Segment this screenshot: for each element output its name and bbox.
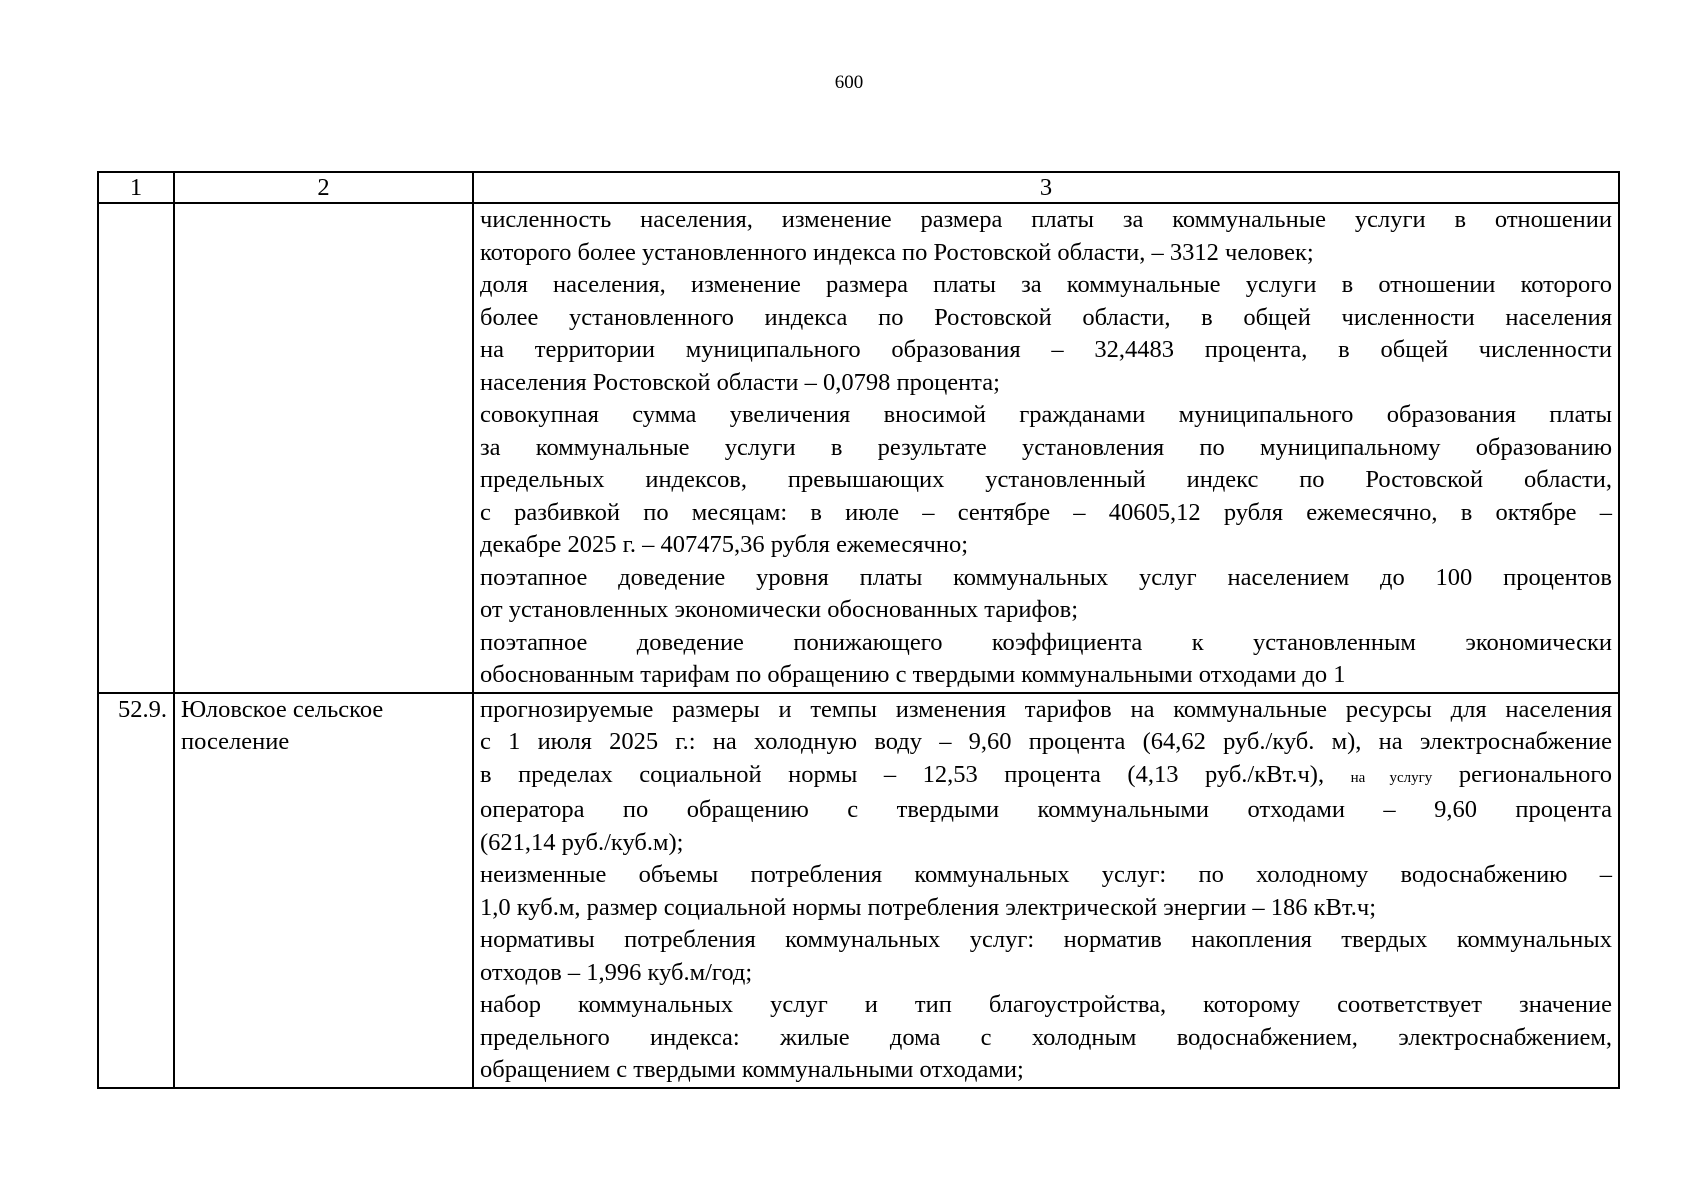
- text-line: от установленных экономически обоснованных тарифов;: [480, 596, 1079, 623]
- text-line: которого более установленного индекса по Ростовской области, – 3312 человек;: [480, 238, 1314, 266]
- row-number: 52.9.: [98, 693, 174, 1088]
- text-line: за коммунальные услуги в результате установления по муниципальному образованию: [480, 433, 1612, 461]
- header-col-3: 3: [473, 172, 1619, 203]
- table-header-row: [98, 172, 1619, 203]
- header-col-1: 1: [98, 172, 174, 203]
- text-line: обоснованным тарифам по обращению с твердыми коммунальными отходами до 1: [480, 661, 1346, 688]
- text-line: совокупная сумма увеличения вносимой гражданами муниципального образования платы: [480, 401, 1612, 428]
- text-line: [480, 759, 1612, 795]
- text-line: набор коммунальных услуг и тип благоустройства, которому соответствует значение: [480, 991, 1612, 1018]
- settlement-name: [174, 693, 473, 1088]
- settlement-name-line: Юловское сельское: [181, 695, 384, 723]
- text-line: более установленного индекса по Ростовской области, в общей численности населения: [480, 303, 1612, 331]
- text-fragment: в пределах социальной нормы – 12,53 процента (4,13 руб./кВт.ч),: [480, 760, 1325, 788]
- text-line: декабре 2025 г. – 407475,36 рубля ежемесячно;: [480, 531, 969, 558]
- text-line: предельного индекса: жилые дома с холодным водоснабжением, электроснабжением,: [480, 1023, 1612, 1051]
- text-fragment: регионального: [1458, 760, 1613, 788]
- text-line: оператора по обращению с твердыми коммунальными отходами – 9,60 процента: [480, 796, 1612, 823]
- text-line: с разбивкой по месяцам: в июле – сентябре – 40605,12 рубля ежемесячно, в октябре –: [480, 498, 1612, 526]
- table-row: [98, 203, 1619, 693]
- text-line: обращением с твердыми коммунальными отходами;: [480, 1056, 1024, 1083]
- text-line: на территории муниципального образования – 32,4483 процента, в общей численности: [480, 336, 1612, 363]
- text-line: предельных индексов, превышающих установленный индекс по Ростовской области,: [480, 466, 1612, 493]
- text-fragment-small: на услугу: [1350, 769, 1433, 786]
- settlement-name: [174, 203, 473, 693]
- text-line: прогнозируемые размеры и темпы изменения тарифов на коммунальные ресурсы для населения: [480, 695, 1612, 723]
- page-number: 600: [834, 72, 864, 93]
- text-line: 1,0 куб.м, размер социальной нормы потребления электрической энергии – 186 кВт.ч;: [480, 893, 1376, 921]
- row-description: [473, 693, 1619, 1088]
- text-line: численность населения, изменение размера платы за коммунальные услуги в отношении: [480, 206, 1612, 233]
- row-description: [473, 203, 1619, 693]
- text-line: неизменные объемы потребления коммунальных услуг: по холодному водоснабжению –: [480, 861, 1612, 888]
- tariff-table: [97, 171, 1620, 1089]
- description-text: [480, 694, 1612, 1087]
- text-line: с 1 июля 2025 г.: на холодную воду – 9,60 процента (64,62 руб./куб. м), на электроснабжение: [480, 728, 1612, 755]
- description-text: [480, 204, 1612, 692]
- text-line: отходов – 1,996 куб.м/год;: [480, 958, 753, 986]
- text-line: поэтапное доведение понижающего коэффициента к установленным экономически: [480, 628, 1612, 656]
- settlement-name-line: поселение: [181, 728, 290, 755]
- header-col-2: 2: [174, 172, 473, 203]
- row-number: [98, 203, 174, 693]
- text-line: нормативы потребления коммунальных услуг: норматив накопления твердых коммунальных: [480, 926, 1612, 953]
- table-row: [98, 693, 1619, 1088]
- text-line: поэтапное доведение уровня платы коммунальных услуг населением до 100 процентов: [480, 563, 1612, 591]
- text-line: населения Ростовской области – 0,0798 процента;: [480, 368, 1000, 396]
- text-line: доля населения, изменение размера платы за коммунальные услуги в отношении которого: [480, 271, 1612, 298]
- text-line: (621,14 руб./куб.м);: [480, 828, 684, 856]
